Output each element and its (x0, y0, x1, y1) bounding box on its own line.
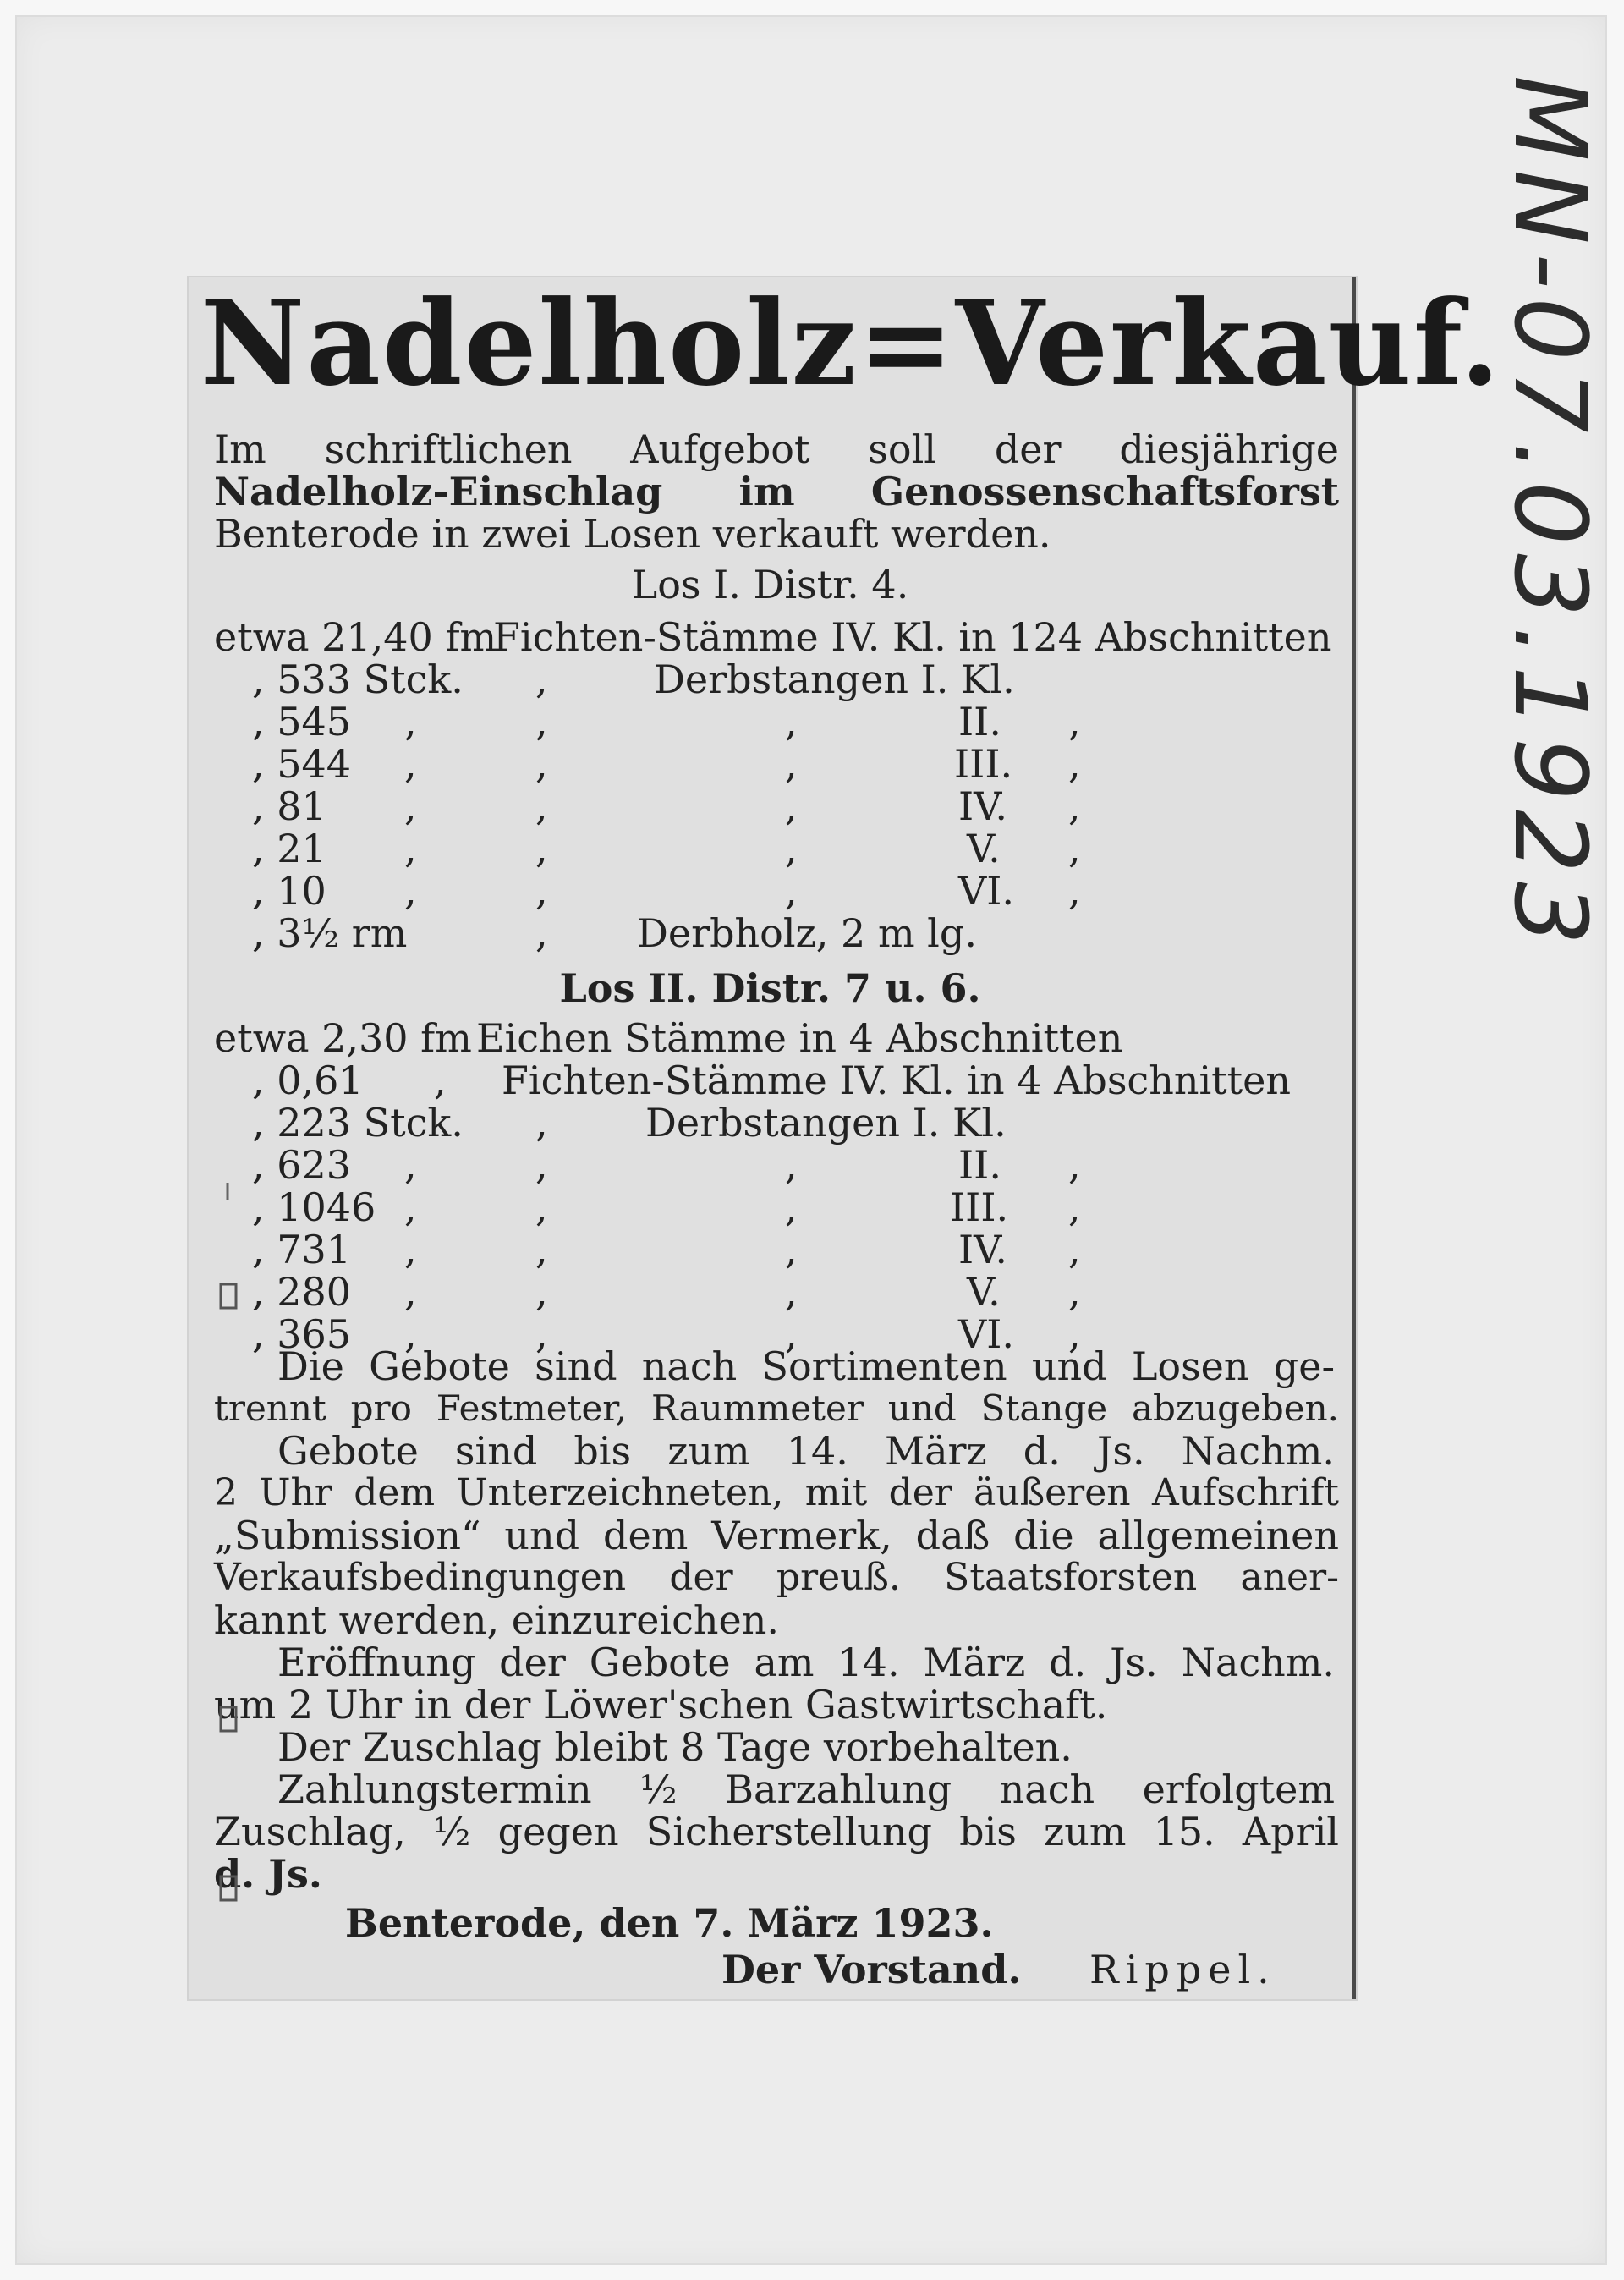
body-line-4: 2 Uhr dem Unterzeichneten, mit der äußeren Aufschrift (214, 1471, 1339, 1514)
intro-line-1: Im schriftlichen Aufgebot soll der diesjährige (214, 426, 1339, 472)
edge-mark (221, 1876, 236, 1900)
table-row: , 544 , , , III. , (252, 741, 1081, 787)
edge-mark (221, 1707, 236, 1731)
los2-heading: Los II. Distr. 7 u. 6. (559, 965, 981, 1011)
table-row: , 731 , , , IV. , (252, 1227, 1081, 1272)
signature-label: Der Vorstand. (721, 1947, 1022, 1992)
table-row: , 0,61 , Fichten-Stämme IV. Kl. in 4 Abschnitten (252, 1058, 1291, 1103)
table-row: , 10 , , , VI. , (252, 868, 1081, 914)
table-row: , 545 , , , II. , (252, 699, 1081, 744)
body-line-1: Die Gebote sind nach Sortimenten und Losen ge- (277, 1343, 1335, 1389)
body-line-7: kannt werden, einzureichen. (214, 1597, 779, 1643)
intro-line-2: Nadelholz-Einschlag im Genossenschaftsforst (214, 469, 1339, 514)
body-line-12: Zuschlag, ½ gegen Sicherstellung bis zum 15. April (214, 1809, 1339, 1854)
table-row: , 81 , , , IV. , (252, 783, 1081, 829)
table-row: , 3½ rm , Derbholz, 2 m lg. (252, 910, 977, 956)
table-row: , 280 , , , V. , (252, 1269, 1081, 1315)
signature-name: Rippel. (1089, 1947, 1276, 1992)
table-row: , 1046 , , , III. , (252, 1184, 1081, 1230)
table-row: , 623 , , , II. , (252, 1142, 1081, 1188)
body-line-13: d. Js. (214, 1851, 322, 1897)
los1-heading: Los I. Distr. 4. (631, 562, 909, 607)
body-line-5: „Submission“ und dem Vermerk, daß die allgemeinen (214, 1513, 1339, 1558)
ad-title: Nadelholz=Verkauf. (200, 274, 1502, 412)
newspaper-clipping (189, 274, 1502, 1999)
body-line-9: um 2 Uhr in der Löwer'schen Gastwirtschaft. (214, 1682, 1108, 1728)
body-line-8: Eröffnung der Gebote am 14. März d. Js. Nachm. (277, 1640, 1335, 1685)
table-row: etwa 21,40 fm Fichten-Stämme IV. Kl. in 124 Abschnitten (214, 614, 1332, 660)
handwritten-date: MN-07.03.1923 (1492, 74, 1609, 954)
body-line-11: Zahlungstermin ½ Barzahlung nach erfolgtem (277, 1766, 1335, 1812)
body-line-6: Verkaufsbedingungen der preuß. Staatsforsten aner- (214, 1556, 1339, 1599)
table-row: , 533 Stck. , Derbstangen I. Kl. (252, 657, 1015, 702)
body-line-2: trennt pro Festmeter, Raummeter und Stange abzugeben. (214, 1387, 1339, 1429)
table-row: , 21 , , , V. , (252, 826, 1081, 871)
intro-line-3: Benterode in zwei Losen verkauft werden. (214, 511, 1051, 557)
edge-mark (221, 1284, 236, 1308)
body-line-3: Gebote sind bis zum 14. März d. Js. Nachm. (277, 1428, 1335, 1474)
dateline: Benterode, den 7. März 1923. (345, 1900, 994, 1946)
table-row: , 365 , , , VI. , (252, 1311, 1081, 1357)
body-line-10: Der Zuschlag bleibt 8 Tage vorbehalten. (277, 1724, 1073, 1770)
table-row: etwa 2,30 fm Eichen Stämme in 4 Abschnitten (214, 1015, 1123, 1061)
table-row: , 223 Stck. , Derbstangen I. Kl. (252, 1100, 1007, 1145)
edge-marks (206, 1157, 265, 2003)
photo-mount (15, 15, 1607, 2265)
handwritten-date-annotation (1474, 74, 1624, 963)
